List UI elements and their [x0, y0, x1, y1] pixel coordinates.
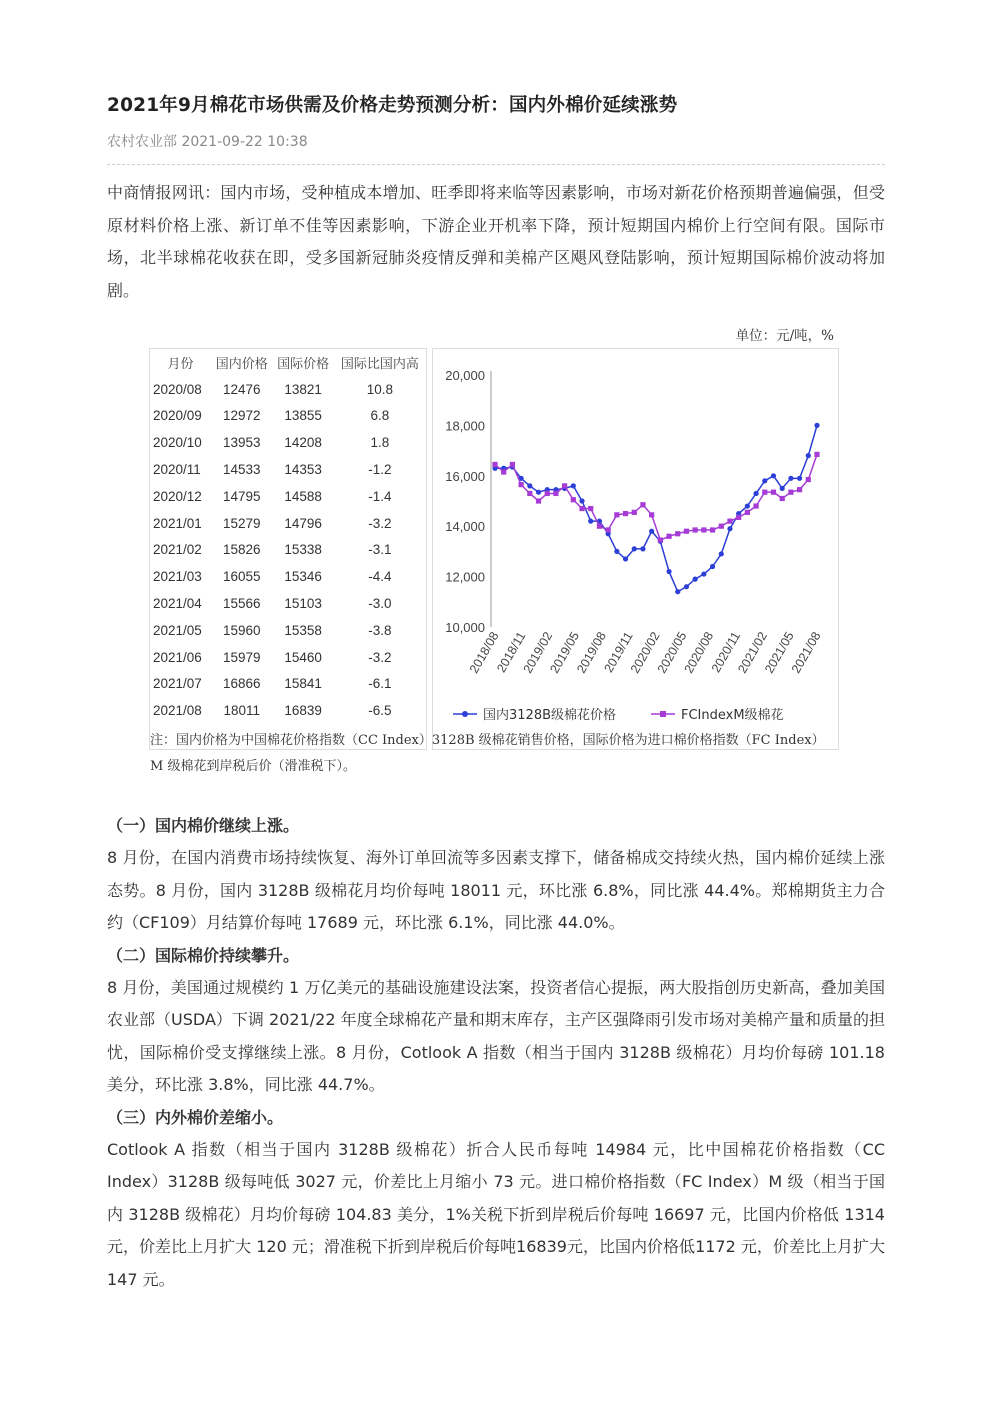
cell-month: 2021/03 — [153, 569, 202, 585]
cell-month: 2021/04 — [153, 596, 202, 612]
cell-domestic: 12972 — [222, 408, 261, 424]
series-1-point — [536, 490, 541, 495]
table-row — [150, 644, 426, 671]
table-row — [150, 403, 426, 430]
series-1-point — [666, 569, 671, 574]
table-row — [150, 510, 426, 537]
cell-month: 2021/08 — [153, 703, 202, 719]
series-2-point — [623, 511, 628, 516]
x-tick-label: 2020/11 — [708, 629, 744, 675]
cell-international: 14353 — [284, 462, 322, 478]
section-title-2: （二）国际棉价持续攀升。 — [107, 945, 300, 965]
cell-domestic: 16055 — [222, 569, 261, 585]
table-row — [150, 376, 426, 403]
cell-diff: -1.2 — [368, 462, 392, 478]
cell-international: 14588 — [284, 488, 322, 504]
series-1-point — [649, 529, 654, 534]
cell-diff: -1.4 — [368, 488, 392, 504]
table-row — [150, 429, 426, 456]
series-1-point — [719, 551, 724, 556]
series-2-point — [597, 524, 602, 529]
article-date: 2021-09-22 10:38 — [181, 134, 308, 150]
header-month: 月份 — [167, 355, 194, 371]
cell-diff: -6.5 — [368, 703, 392, 719]
legend-label-domestic: 国内3128B级棉花价格 — [483, 708, 617, 723]
intro-paragraph: 中商情报网讯：国内市场，受种植成本增加、旺季即将来临等因素影响，市场对新花价格预期普遍偏强，但受原材料价格上涨、新订单不佳等因素影响，下游企业开机率下降，预计短期国内棉价上行空间有限。国际市场，北半球棉花收获在即，受多国新冠肺炎疫情反弹和美棉产区飓风登陆影响，预计短期国际棉价波动将加剧。 — [107, 183, 885, 300]
series-1-point — [753, 491, 758, 496]
table-row — [150, 456, 426, 483]
chart-box — [432, 348, 839, 750]
cell-domestic: 15279 — [222, 515, 261, 531]
series-2-point — [675, 531, 680, 536]
series-1-point — [675, 589, 680, 594]
cell-international: 13855 — [284, 408, 322, 424]
table-row — [150, 671, 426, 698]
y-tick-label: 16,000 — [445, 468, 485, 484]
cell-diff: -4.4 — [368, 569, 392, 585]
cell-international: 15358 — [284, 622, 322, 638]
series-2-point — [736, 515, 741, 520]
cell-domestic: 15979 — [222, 649, 261, 665]
price-line-chart — [433, 349, 838, 749]
series-2-point — [753, 503, 758, 508]
article-source: 农村农业部 — [107, 134, 177, 150]
series-1-point — [701, 571, 706, 576]
series-1-point — [588, 519, 593, 524]
figure-note: 注：国内价格为中国棉花价格指数（CC Index）3128B 级棉花销售价格，国际价格为进口棉价格指数（FC Index） M 级棉花到岸税后价（滑准税下）。 — [150, 733, 825, 774]
series-2-point — [710, 527, 715, 532]
y-tick-label: 20,000 — [445, 368, 485, 383]
series-1-point — [780, 486, 785, 491]
series-2-point — [806, 477, 811, 482]
series-2-point — [527, 491, 532, 496]
cell-month: 2020/08 — [153, 381, 202, 397]
cell-diff: -3.2 — [368, 515, 392, 531]
article-title: 2021年9月棉花市场供需及价格走势预测分析：国内外棉价延续涨势 — [107, 95, 678, 116]
series-2-point — [606, 527, 611, 532]
cell-international: 15460 — [284, 649, 322, 665]
series-2-point — [536, 498, 541, 503]
table-body — [150, 376, 426, 724]
series-1-point — [693, 577, 698, 582]
cell-domestic: 12476 — [222, 381, 261, 397]
y-tick-label: 14,000 — [445, 519, 485, 535]
cell-diff: -3.1 — [368, 542, 392, 558]
series-1-point — [814, 423, 819, 428]
series-2-point — [649, 512, 654, 517]
cell-international: 14796 — [284, 515, 322, 531]
series-1-point — [727, 526, 732, 531]
cell-diff: 1.8 — [370, 435, 390, 451]
price-table — [150, 349, 426, 724]
cell-month: 2020/11 — [153, 462, 201, 478]
series-1-point — [806, 453, 811, 458]
cell-month: 2021/05 — [153, 622, 202, 638]
series-2-point — [632, 510, 637, 515]
series-2-point — [745, 510, 750, 515]
legend-marker-international — [660, 711, 666, 717]
series-2-point — [553, 491, 558, 496]
cell-international: 15346 — [284, 569, 322, 585]
series-1-point — [684, 584, 689, 589]
series-2-point — [614, 512, 619, 517]
series-2-point — [640, 502, 645, 507]
cell-domestic: 15566 — [222, 596, 261, 612]
cell-month: 2020/09 — [153, 408, 202, 424]
x-tick-label: 2021/08 — [788, 629, 824, 676]
x-tick-label: 2020/02 — [627, 629, 663, 676]
cell-month: 2020/12 — [153, 488, 202, 504]
series-2-point — [762, 490, 767, 495]
series-2-point — [666, 534, 671, 539]
legend-label-international: FCIndexM级棉花 — [681, 708, 784, 723]
series-1-point — [632, 546, 637, 551]
series-1-point — [623, 556, 628, 561]
series-2-point — [571, 497, 576, 502]
cell-domestic: 16866 — [222, 676, 261, 692]
section-title-1: （一）国内棉价继续上涨。 — [107, 816, 300, 835]
y-tick-label: 18,000 — [445, 418, 485, 434]
x-tick-label: 2021/05 — [762, 629, 797, 676]
series-2-point — [727, 519, 732, 524]
series-2-point — [719, 524, 724, 529]
article-meta — [107, 132, 885, 152]
price-table-box — [149, 348, 427, 750]
series-2-point — [519, 482, 524, 487]
cell-diff: -3.2 — [368, 649, 392, 665]
series-2-point — [788, 490, 793, 495]
header-international: 国际价格 — [277, 355, 330, 371]
series-1-point — [571, 483, 576, 488]
cell-international: 15338 — [284, 542, 322, 558]
header-domestic: 国内价格 — [215, 355, 268, 371]
x-tick-label: 2018/11 — [494, 629, 529, 675]
cell-domestic: 18011 — [223, 703, 260, 719]
x-tick-label: 2021/02 — [735, 629, 770, 676]
cell-international: 16839 — [284, 703, 322, 719]
cell-international: 13821 — [284, 381, 322, 397]
cell-international: 15103 — [284, 596, 322, 612]
cell-international: 14208 — [284, 435, 322, 451]
y-tick-label: 12,000 — [445, 569, 485, 585]
x-tick-label: 2019/05 — [547, 629, 583, 676]
table-header-row — [150, 349, 426, 376]
cell-diff: 6.8 — [370, 408, 390, 424]
table-row — [150, 590, 426, 617]
series-1-point — [762, 478, 767, 483]
series-2-point — [814, 452, 819, 457]
x-tick-label: 2019/11 — [601, 629, 636, 675]
cell-diff: -6.1 — [368, 676, 392, 692]
series-1-point — [614, 549, 619, 554]
cell-month: 2021/02 — [153, 542, 202, 558]
cell-domestic: 15960 — [222, 622, 261, 638]
series-2-point — [771, 490, 776, 495]
cell-diff: 10.8 — [366, 381, 394, 397]
series-2-point — [492, 462, 497, 467]
table-row — [150, 483, 426, 510]
series-2-point — [780, 496, 785, 501]
series-2-point — [797, 487, 802, 492]
x-tick-label: 2019/08 — [574, 629, 609, 676]
price-figure — [146, 320, 846, 780]
series-2-point — [562, 483, 567, 488]
series-1-point — [527, 483, 532, 488]
divider — [107, 164, 885, 165]
cell-international: 15841 — [284, 676, 322, 692]
section-title-3: （三）内外棉价差缩小。 — [107, 1107, 284, 1127]
series-line-2 — [495, 454, 817, 540]
series-2-point — [684, 529, 689, 534]
x-tick-label: 2019/02 — [520, 629, 556, 676]
series-2-point — [545, 491, 550, 496]
cell-domestic: 14533 — [222, 462, 261, 478]
cell-month: 2021/06 — [153, 649, 202, 665]
cell-domestic: 14795 — [222, 488, 261, 504]
section-text-2: 8 月份，美国通过规模约 1 万亿美元的基础设施建设法案，投资者信心提振，两大股指创历史新高，叠加美国农业部（USDA）下调 2021/22 年度全球棉花产量和期末库存，主产区强降雨引发市场对美棉产量和质量的担忧，国际棉价受支撑继续上涨。8 月份，Cotlook A 指数（相当于国内 3128B 级棉花）月均价每磅 101.18 美分，环比涨 3.8%，同比涨 44.7%。 — [107, 977, 885, 1094]
series-2-point — [510, 462, 515, 467]
x-tick-label: 2020/05 — [654, 629, 690, 676]
cell-month: 2020/10 — [153, 435, 202, 451]
x-tick-label: 2020/08 — [681, 629, 717, 676]
cell-diff: -3.0 — [368, 596, 392, 612]
series-2-point — [693, 527, 698, 532]
series-2-point — [501, 469, 506, 474]
cell-domestic: 13953 — [222, 435, 261, 451]
series-2-point — [701, 527, 706, 532]
series-1-point — [797, 476, 802, 481]
table-row — [150, 697, 426, 724]
x-tick-label: 2018/08 — [466, 629, 502, 676]
table-row — [150, 617, 426, 644]
series-1-point — [710, 564, 715, 569]
series-1-point — [771, 473, 776, 478]
series-1-point — [579, 498, 584, 503]
cell-month: 2021/07 — [153, 676, 202, 692]
series-2-point — [579, 506, 584, 511]
table-row — [150, 563, 426, 590]
cell-month: 2021/01 — [153, 515, 202, 531]
section-text-3: Cotlook A 指数（相当于国内 3128B 级棉花）折合人民币每吨 14984 元，比中国棉花价格指数（CC Index）3128B 级每吨低 3027 元，价差比上月缩小 73 元。进口棉价格指数（FC Index）M 级（相当于国内 3128B 级棉花）月均价每磅 104.83 美分，1%关税下折到岸税后价每吨 16697 元，比国内价格低 1314 元，价差比上月扩大 120 元；滑准税下折到岸税后价每吨16839元，比国内价格低1172 元，价差比上月扩大 147 元。 — [107, 1139, 885, 1289]
series-2-point — [658, 537, 663, 542]
series-1-point — [745, 503, 750, 508]
y-tick-label: 10,000 — [445, 620, 485, 635]
unit-label: 单位：元/吨，% — [735, 328, 834, 344]
article-header — [107, 92, 885, 307]
cell-diff: -3.8 — [368, 622, 392, 638]
cell-domestic: 15826 — [222, 542, 261, 558]
header-diff: 国际比国内高 — [340, 355, 419, 371]
legend-marker-domestic — [462, 711, 468, 717]
series-1-point — [640, 546, 645, 551]
article-body — [107, 810, 885, 1296]
series-1-point — [788, 476, 793, 481]
series-2-point — [588, 506, 593, 511]
series-line-1 — [495, 425, 817, 591]
section-text-1: 8 月份，在国内消费市场持续恢复、海外订单回流等多因素支撑下，储备棉成交持续火热，国内棉价延续上涨态势。8 月份，国内 3128B 级棉花月均价每吨 18011 元，环比涨 6.8%，同比涨 44.4%。郑棉期货主力合约（CF109）月结算价每吨 17689 元，环比涨 6.1%，同比涨 44.0%。 — [107, 848, 885, 932]
table-row — [150, 537, 426, 564]
